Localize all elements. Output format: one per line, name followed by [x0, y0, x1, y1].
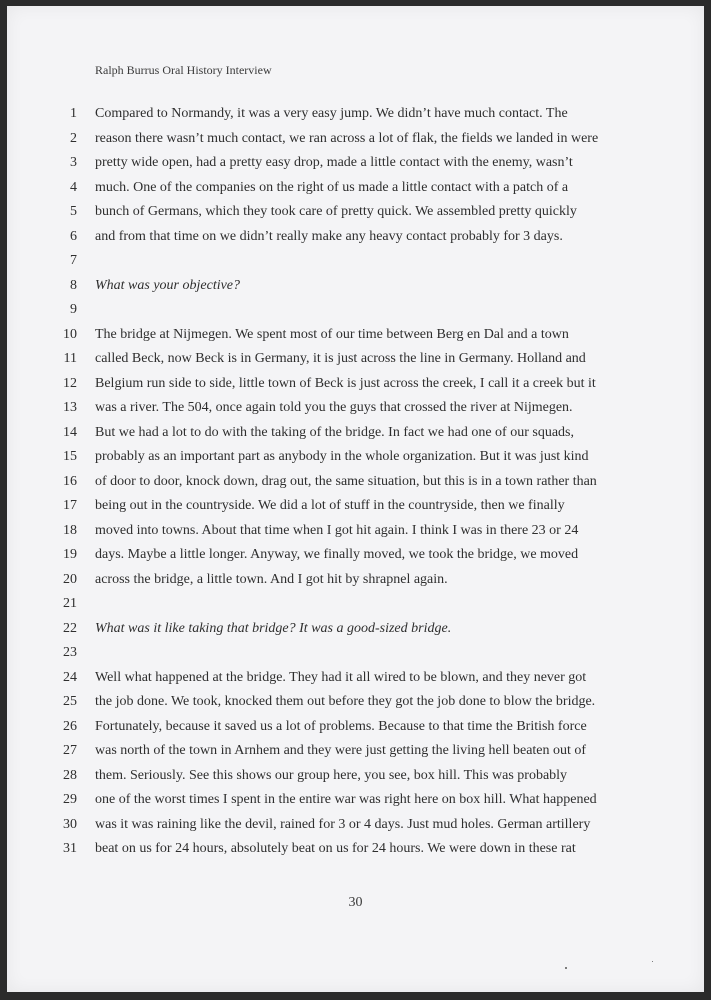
transcript-line [7, 446, 704, 471]
line-text: Belgium run side to side, little town of Beck is just across the creek, I call it a creek but it [95, 375, 596, 391]
line-number: 30 [63, 816, 77, 832]
line-text: was it was raining like the devil, rained for 3 or 4 days. Just mud holes. German artillery [95, 816, 591, 832]
line-number: 25 [63, 694, 77, 709]
line-text: was a river. The 504, once again told you the guys that crossed the river at Nijmegen. [95, 400, 573, 415]
line-number: 4 [70, 179, 77, 195]
transcript-line [7, 593, 704, 618]
line-text: and from that time on we didn’t really make any heavy contact probably for 3 days. [95, 228, 563, 244]
page-number: 30 [348, 895, 363, 910]
transcript-line [7, 397, 704, 422]
line-text: days. Maybe a little longer. Anyway, we finally moved, we took the bridge, we moved [95, 547, 579, 562]
line-text: them. Seriously. See this shows our group here, you see, box hill. This was probably [95, 767, 568, 783]
transcript-line [7, 152, 704, 177]
line-number: 23 [63, 645, 77, 660]
line-number: 10 [63, 326, 77, 342]
line-text: bunch of Germans, which they took care of pretty quick. We assembled pretty quickly [95, 204, 577, 219]
transcript-line [7, 177, 704, 202]
transcript-line [7, 299, 704, 324]
transcript-line [7, 544, 704, 569]
line-number: 1 [70, 106, 77, 121]
line-text: The bridge at Nijmegen. We spent most of our time between Berg en Dal and a town [95, 326, 569, 342]
transcript-line [7, 275, 704, 300]
transcript-line [7, 226, 704, 251]
line-number: 8 [70, 277, 77, 293]
transcript-line [7, 422, 704, 447]
transcript-body [7, 103, 704, 863]
transcript-line [7, 667, 704, 692]
transcript-line [7, 250, 704, 275]
line-text: much. One of the companies on the right of us made a little contact with a patch of a [95, 179, 569, 195]
line-number: 7 [70, 253, 77, 268]
transcript-line [7, 691, 704, 716]
interviewer-question: What was it like taking that bridge? It was a good-sized bridge. [95, 620, 452, 636]
line-number: 6 [70, 228, 77, 244]
transcript-line [7, 642, 704, 667]
line-number: 16 [63, 473, 77, 489]
line-text: of door to door, knock down, drag out, the same situation, but this is in a town rather than [95, 473, 597, 489]
transcript-line [7, 348, 704, 373]
line-text: across the bridge, a little town. And I got hit by shrapnel again. [95, 571, 448, 587]
line-text: the job done. We took, knocked them out before they got the job done to blow the bridge. [95, 694, 596, 709]
line-text: moved into towns. About that time when I got hit again. I think I was in there 23 or 24 [95, 522, 579, 538]
transcript-line [7, 838, 704, 863]
transcript-line [7, 765, 704, 790]
line-number: 9 [70, 302, 77, 317]
transcript-line [7, 128, 704, 153]
line-number: 2 [70, 130, 77, 146]
line-text: Well what happened at the bridge. They had it all wired to be blown, and they never got [95, 669, 587, 685]
line-text: being out in the countryside. We did a lot of stuff in the countryside, then we finally [95, 498, 565, 513]
line-text: Compared to Normandy, it was a very easy jump. We didn’t have much contact. The [95, 106, 568, 121]
transcript-line [7, 324, 704, 349]
line-number: 17 [63, 498, 77, 513]
line-number: 20 [63, 571, 77, 587]
transcript-line [7, 495, 704, 520]
line-number: 27 [63, 743, 77, 758]
interviewer-question: What was your objective? [95, 277, 241, 293]
line-text: But we had a lot to do with the taking of the bridge. In fact we had one of our squads, [95, 424, 574, 440]
line-number: 5 [70, 204, 77, 219]
line-number: 24 [63, 669, 77, 685]
line-number: 31 [63, 841, 77, 856]
paper-speck [652, 961, 653, 962]
transcript-line [7, 814, 704, 839]
transcript-line [7, 789, 704, 814]
line-number: 19 [63, 547, 77, 562]
line-number: 11 [63, 351, 77, 366]
page-header: Ralph Burrus Oral History Interview [95, 63, 272, 77]
transcript-line [7, 201, 704, 226]
line-number: 26 [63, 718, 77, 734]
line-text: beat on us for 24 hours, absolutely beat on us for 24 hours. We were down in these rat [95, 841, 576, 856]
transcript-line [7, 716, 704, 741]
line-number: 28 [63, 767, 77, 783]
transcript-line [7, 373, 704, 398]
transcript-line [7, 740, 704, 765]
line-number: 3 [70, 155, 77, 170]
line-number: 12 [63, 375, 77, 391]
line-number: 21 [63, 596, 77, 611]
line-number: 15 [63, 449, 77, 464]
line-number: 14 [63, 424, 77, 440]
line-text: one of the worst times I spent in the entire war was right here on box hill. What happened [95, 792, 597, 807]
line-number: 22 [63, 620, 77, 636]
transcript-line [7, 103, 704, 128]
line-number: 13 [63, 400, 77, 415]
line-text: was north of the town in Arnhem and they were just getting the living hell beaten out of [95, 743, 587, 758]
line-text: probably as an important part as anybody in the whole organization. But it was just kind [95, 449, 589, 464]
transcript-line [7, 520, 704, 545]
line-text: Fortunately, because it saved us a lot of problems. Because to that time the British force [95, 718, 587, 734]
line-number: 18 [63, 522, 77, 538]
transcript-line [7, 618, 704, 643]
paper-speck [565, 967, 567, 969]
transcript-page [7, 6, 704, 992]
line-number: 29 [63, 792, 77, 807]
line-text: reason there wasn’t much contact, we ran across a lot of flak, the fields we landed in were [95, 130, 599, 146]
transcript-line [7, 569, 704, 594]
line-text: pretty wide open, had a pretty easy drop, made a little contact with the enemy, wasn’t [95, 155, 573, 170]
line-text: called Beck, now Beck is in Germany, it is just across the line in Germany. Holland and [95, 351, 586, 366]
transcript-line [7, 471, 704, 496]
